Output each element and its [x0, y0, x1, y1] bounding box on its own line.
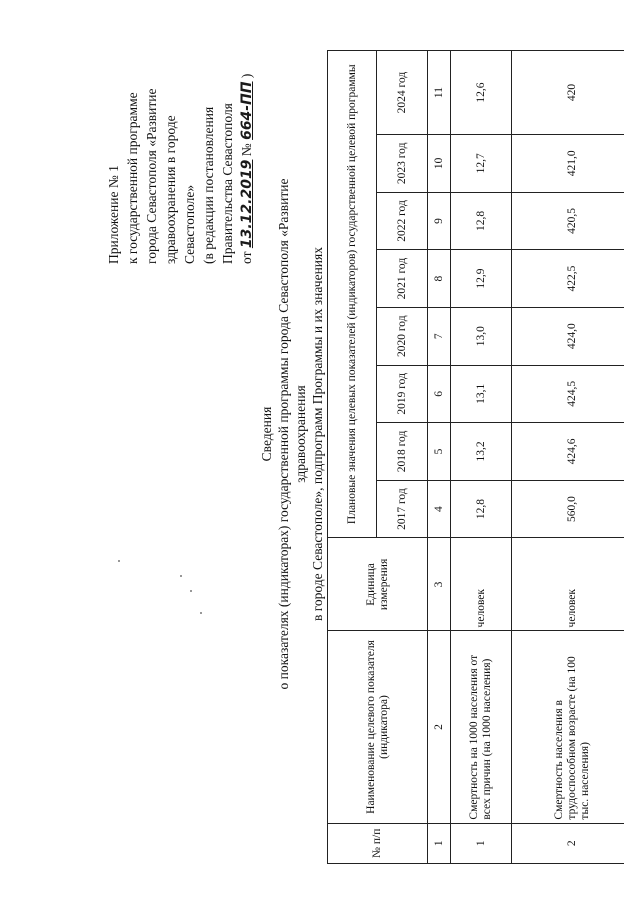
row-value: 421,0	[512, 135, 624, 193]
row-value: 424,6	[512, 423, 624, 481]
row-value: 424,0	[512, 307, 624, 365]
title-line-2: о показателях (индикаторах) государственной программы города Севастополя «Развитие здравоохранения	[276, 178, 308, 690]
document-title	[258, 164, 326, 704]
row-value: 420,5	[512, 192, 624, 250]
scan-speck	[180, 575, 182, 577]
index-cell: 3	[428, 538, 451, 631]
header-year: 2024 год	[377, 51, 428, 135]
row-value: 420	[512, 51, 624, 135]
appendix-line-6: (в редакции постановления	[201, 106, 216, 264]
index-cell: 8	[428, 250, 451, 308]
index-cell: 6	[428, 365, 451, 423]
index-cell: 9	[428, 192, 451, 250]
header-row	[328, 51, 377, 864]
indicators-table	[327, 50, 624, 864]
index-row	[428, 51, 451, 864]
index-cell: 2	[428, 631, 451, 823]
table-row	[512, 51, 624, 864]
row-value: 560,0	[512, 480, 624, 538]
appendix-block	[104, 14, 257, 264]
index-cell: 5	[428, 423, 451, 481]
from-label: от	[239, 251, 254, 264]
header-unit: Единица измерения	[328, 538, 428, 631]
row-value: 13,1	[451, 365, 512, 423]
header-name: Наименование целевого показателя (индикатора)	[328, 631, 428, 823]
title-line-1: Сведения	[259, 406, 274, 462]
closing-paren: )	[239, 73, 254, 79]
header-year: 2021 год	[377, 250, 428, 308]
row-name: Смертность населения в трудоспособном возрасте (на 100 тыс. населения)	[512, 631, 624, 823]
index-cell: 4	[428, 480, 451, 538]
index-cell: 1	[428, 823, 451, 863]
handwritten-number: 664-ПП	[239, 81, 255, 140]
row-value: 12,9	[451, 250, 512, 308]
row-value: 13,2	[451, 423, 512, 481]
row-value: 13,0	[451, 307, 512, 365]
scan-speck	[190, 590, 192, 592]
header-year: 2020 год	[377, 307, 428, 365]
header-num: № п/п	[328, 823, 428, 863]
appendix-date-line	[237, 14, 257, 264]
row-unit: человек	[512, 538, 624, 631]
header-year: 2019 год	[377, 365, 428, 423]
index-cell: 11	[428, 51, 451, 135]
appendix-line-5: Севастополе»	[182, 184, 197, 264]
appendix-line-2: к государственной программе	[125, 92, 140, 264]
row-num: 1	[451, 823, 512, 863]
scan-speck	[200, 612, 202, 614]
row-value: 12,8	[451, 480, 512, 538]
title-line-3: в городе Севастополе», подпрограмм Программы и их значениях	[310, 247, 325, 622]
header-year: 2023 год	[377, 135, 428, 193]
index-cell: 10	[428, 135, 451, 193]
appendix-line-1: Приложение № 1	[106, 165, 121, 264]
index-cell: 7	[428, 307, 451, 365]
header-year: 2017 год	[377, 480, 428, 538]
row-value: 424,5	[512, 365, 624, 423]
row-name: Смертность на 1000 населения от всех причин (на 1000 населения)	[451, 631, 512, 823]
row-unit: человек	[451, 538, 512, 631]
row-num: 2	[512, 823, 624, 863]
header-year: 2022 год	[377, 192, 428, 250]
appendix-line-7: Правительства Севастополя	[220, 103, 235, 264]
number-label: №	[239, 143, 254, 157]
table-row	[451, 51, 512, 864]
header-year: 2018 год	[377, 423, 428, 481]
scan-speck	[118, 560, 120, 562]
appendix-line-3: города Севастополя «Развитие	[144, 88, 159, 264]
row-value: 12,8	[451, 192, 512, 250]
header-plan: Плановые значения целевых показателей (индикаторов) государственной целевой программы	[328, 51, 377, 538]
row-value: 12,7	[451, 135, 512, 193]
appendix-line-4: здравоохранения в городе	[163, 115, 178, 264]
handwritten-date: 13.12.2019	[239, 159, 255, 249]
row-value: 12,6	[451, 51, 512, 135]
row-value: 422,5	[512, 250, 624, 308]
